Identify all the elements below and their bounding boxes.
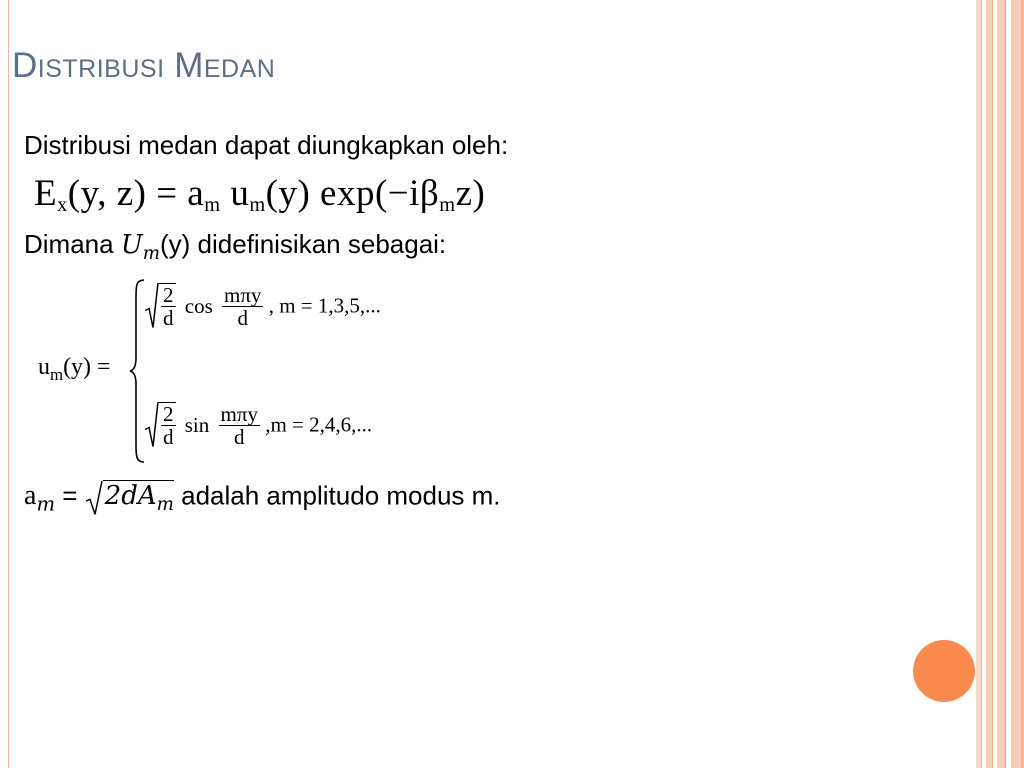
equals-sign: = bbox=[55, 480, 85, 511]
title-cap-1: D bbox=[12, 46, 38, 85]
intro-text: Distribusi medan dapat diungkapkan oleh: bbox=[24, 130, 509, 160]
cos-frac-num: mπy bbox=[224, 282, 262, 307]
sin-frac-num: mπy bbox=[220, 401, 258, 426]
definition-text bbox=[24, 229, 446, 264]
U-m-symbol bbox=[120, 230, 160, 265]
right-decorative-stripes bbox=[976, 0, 1024, 768]
U-symbol: U bbox=[120, 230, 143, 260]
sin-argument-fraction bbox=[219, 403, 260, 448]
case-sin bbox=[145, 402, 372, 448]
eq1-lhs: E bbox=[34, 173, 58, 214]
pw-lhs-args: (y) = bbox=[63, 354, 111, 380]
definition-prefix: Dimana bbox=[24, 229, 121, 259]
left-border-line bbox=[8, 0, 9, 768]
radical-icon bbox=[145, 283, 159, 329]
definition-suffix: (y) didefinisikan sebagai: bbox=[160, 229, 447, 259]
title-rest-1: ISTRIBUSI bbox=[37, 55, 165, 83]
orange-circle-decoration bbox=[913, 640, 975, 702]
pw-lhs-sub: m bbox=[50, 364, 64, 384]
sin-condition: ,m = 2,4,6,... bbox=[265, 412, 373, 437]
radical-icon bbox=[145, 402, 159, 448]
field-distribution-equation bbox=[34, 172, 485, 217]
cos-root-den: d bbox=[163, 306, 174, 331]
slide-title bbox=[12, 46, 275, 86]
sin-root-num: 2 bbox=[163, 402, 174, 426]
eq1-u: u bbox=[220, 173, 250, 214]
cos-condition: , m = 1,3,5,... bbox=[268, 293, 381, 318]
eq1-a-sub: m bbox=[204, 194, 221, 216]
a-symbol: a bbox=[24, 480, 37, 512]
sqrt-sin bbox=[145, 402, 176, 448]
sqrt-cos bbox=[145, 283, 176, 329]
a-sub: m bbox=[36, 493, 56, 517]
amplitude-sqrt bbox=[85, 480, 174, 515]
amplitude-suffix: adalah amplitudo modus m. bbox=[173, 480, 501, 511]
amplitude-radicand bbox=[103, 480, 174, 515]
piecewise-lhs bbox=[38, 354, 111, 385]
sin-root-den: d bbox=[163, 425, 174, 450]
U-sub: m bbox=[142, 243, 160, 265]
cos-frac-den: d bbox=[237, 305, 248, 330]
amplitude-text bbox=[24, 480, 501, 516]
title-cap-2: M bbox=[174, 46, 204, 85]
cos-argument-fraction bbox=[222, 284, 263, 329]
radicand-sub: m bbox=[156, 494, 174, 516]
eq1-lhs-args: (y, z) = a bbox=[67, 173, 205, 214]
eq1-u-args: (y) exp(−iβ bbox=[265, 173, 440, 214]
sin-function: sin bbox=[184, 412, 210, 437]
sin-frac-den: d bbox=[233, 424, 245, 449]
radical-icon bbox=[85, 480, 103, 515]
eq1-tail: z) bbox=[455, 173, 486, 214]
eq1-u-sub: m bbox=[249, 194, 266, 216]
cos-root-num: 2 bbox=[163, 283, 174, 307]
eq1-lhs-sub: x bbox=[57, 194, 68, 216]
cos-function: cos bbox=[184, 293, 213, 318]
title-rest-2: EDAN bbox=[203, 55, 276, 83]
pw-lhs: u bbox=[38, 354, 50, 380]
case-cos bbox=[145, 283, 381, 329]
a-m-symbol bbox=[24, 480, 56, 517]
radicand-text: 2dA bbox=[104, 481, 157, 511]
eq1-beta-sub: m bbox=[439, 194, 456, 216]
